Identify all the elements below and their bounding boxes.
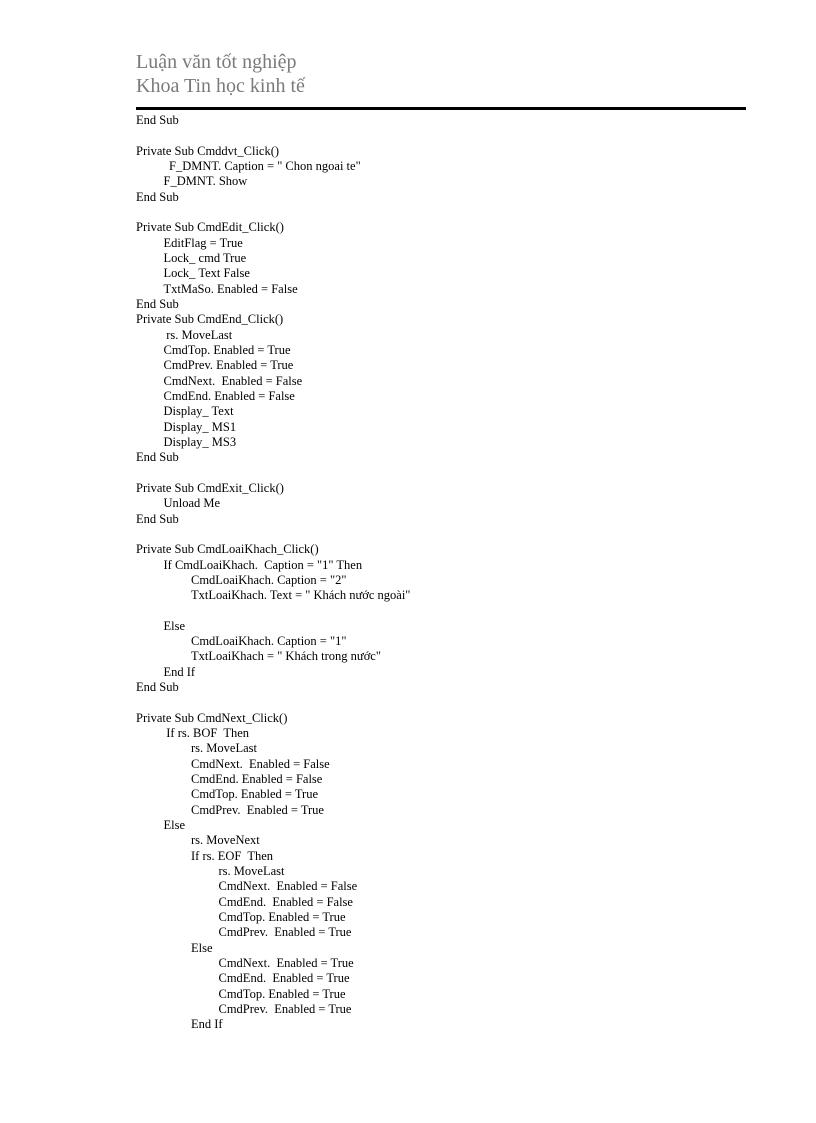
code-line: CmdEnd. Enabled = False <box>218 894 353 909</box>
code-line <box>136 128 746 143</box>
code-line: CmdTop. Enabled = True <box>191 787 319 802</box>
code-listing <box>136 113 746 1033</box>
code-line: CmdEnd. Enabled = False <box>163 388 295 403</box>
code-line: CmdLoaiKhach. Caption = "1" <box>191 634 347 649</box>
header-divider <box>136 107 746 110</box>
code-line: CmdTop. Enabled = True <box>218 910 346 925</box>
code-line: Private Sub CmdEdit_Click() <box>136 220 284 235</box>
code-line: CmdPrev. Enabled = True <box>163 358 294 373</box>
code-line: Private Sub CmdExit_Click() <box>136 480 284 495</box>
code-line: End Sub <box>136 113 179 127</box>
code-line: CmdLoaiKhach. Caption = "2" <box>191 572 347 587</box>
code-line: CmdNext. Enabled = False <box>218 879 358 894</box>
code-line: TxtLoaiKhach. Text = " Khách nước ngoài" <box>191 588 411 603</box>
code-line: rs. MoveLast <box>218 864 285 879</box>
header-faculty-name: Khoa Tin học kinh tế <box>136 75 305 97</box>
code-line: CmdEnd. Enabled = True <box>218 971 350 986</box>
code-line: Else <box>163 618 186 633</box>
code-line: End Sub <box>136 511 179 526</box>
code-line: Display_ MS1 <box>163 419 237 434</box>
code-line: F_DMNT. Show <box>163 174 248 189</box>
code-line: Private Sub CmdNext_Click() <box>136 710 288 725</box>
code-line: Else <box>191 940 213 955</box>
code-line: F_DMNT. Caption = " Chon ngoai te" <box>169 158 361 173</box>
code-line: CmdNext. Enabled = False <box>191 756 330 771</box>
code-line: Else <box>163 818 186 833</box>
code-line: TxtMaSo. Enabled = False <box>163 281 298 296</box>
code-line <box>136 604 746 619</box>
code-line: If CmdLoaiKhach. Caption = "1" Then <box>163 557 363 572</box>
code-line: CmdEnd. Enabled = False <box>191 772 323 787</box>
code-line: Unload Me <box>163 496 221 511</box>
code-line: CmdPrev. Enabled = True <box>191 802 324 817</box>
code-line: rs. MoveLast <box>191 741 257 756</box>
code-line: End If <box>191 1017 223 1032</box>
code-line: End Sub <box>136 450 179 465</box>
code-line: If rs. BOF Then <box>166 726 250 741</box>
code-line: End Sub <box>136 680 179 695</box>
code-line: CmdPrev. Enabled = True <box>218 1002 352 1017</box>
code-line: Display_ Text <box>163 404 234 419</box>
code-line: CmdPrev. Enabled = True <box>218 925 352 940</box>
code-line: Lock_ cmd True <box>163 250 247 265</box>
header-thesis-title: Luận văn tốt nghiệp <box>136 51 297 73</box>
page-header <box>136 50 305 98</box>
code-line: CmdNext. Enabled = True <box>218 956 354 971</box>
code-line: Display_ MS3 <box>163 434 237 449</box>
code-line: rs. MoveNext <box>191 833 260 848</box>
code-line: EditFlag = True <box>163 235 243 250</box>
code-line: CmdTop. Enabled = True <box>218 986 346 1001</box>
code-line: Private Sub Cmddvt_Click() <box>136 143 280 158</box>
code-line <box>136 466 746 481</box>
code-line: If rs. EOF Then <box>191 848 274 863</box>
code-line: Private Sub CmdEnd_Click() <box>136 312 284 327</box>
code-line: rs. MoveLast <box>166 327 233 342</box>
code-line: End Sub <box>136 189 179 204</box>
code-line: End Sub <box>136 296 179 311</box>
code-line <box>136 527 746 542</box>
code-line: CmdTop. Enabled = True <box>163 342 291 357</box>
code-line <box>136 205 746 220</box>
code-line <box>136 695 746 710</box>
code-line: TxtLoaiKhach = " Khách trong nước" <box>191 649 381 664</box>
code-line: CmdNext. Enabled = False <box>163 373 303 388</box>
code-line: Private Sub CmdLoaiKhach_Click() <box>136 542 319 557</box>
code-line: End If <box>163 664 196 679</box>
code-line: Lock_ Text False <box>163 266 250 281</box>
